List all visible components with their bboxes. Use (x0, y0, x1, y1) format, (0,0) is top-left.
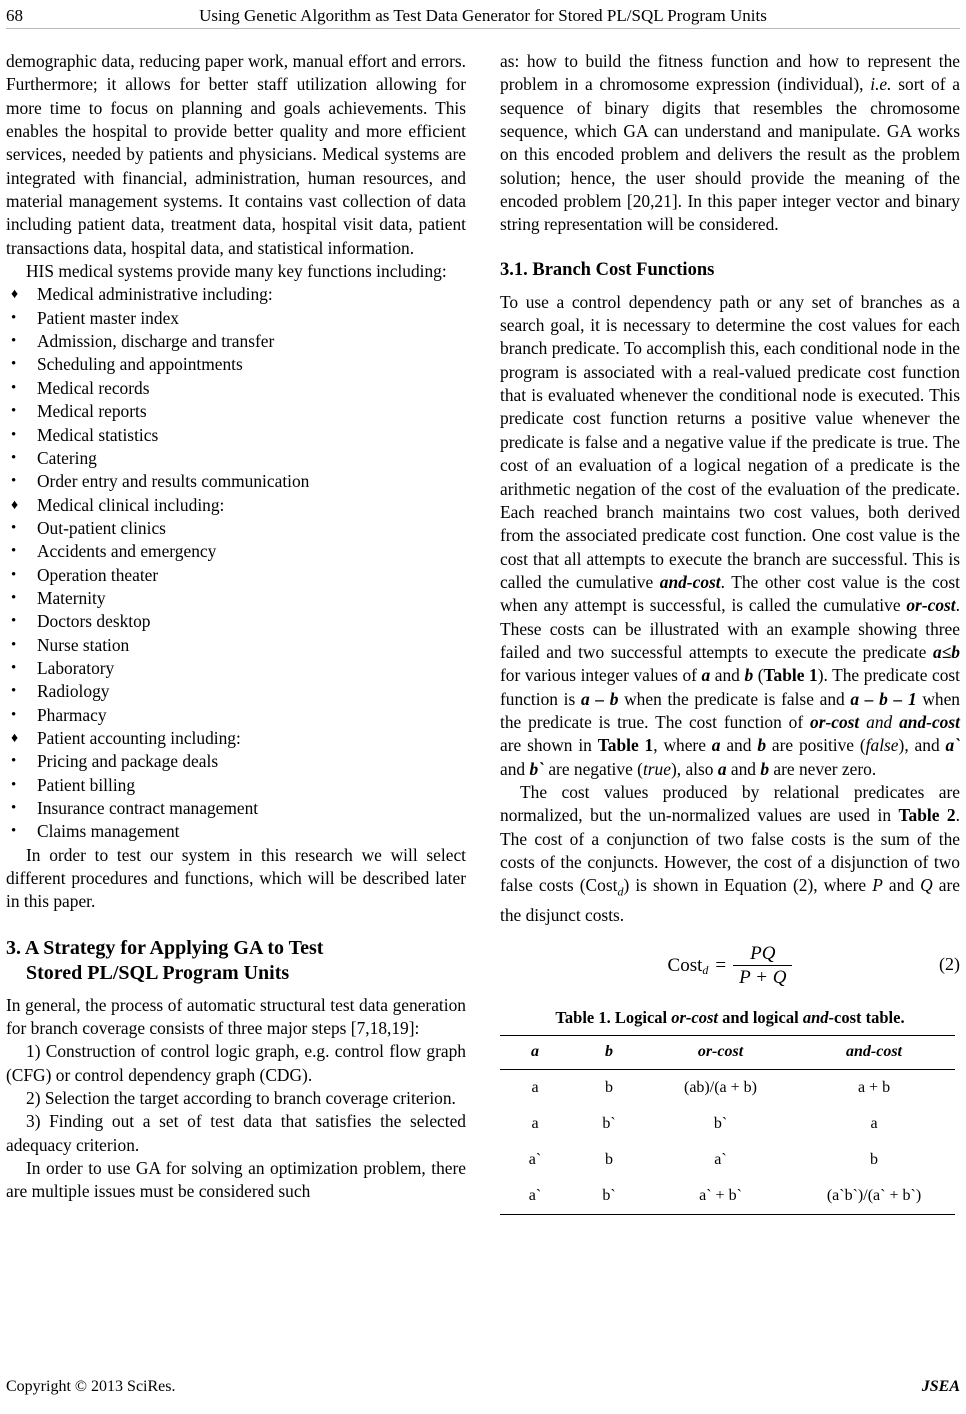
list-item (6, 470, 466, 493)
list-item-label: Doctors desktop (37, 611, 151, 632)
cell-or-cost: b` (713, 1114, 728, 1132)
equation-lhs-subscript: d (702, 962, 709, 977)
table-row (500, 1142, 955, 1178)
text-run: , where (653, 735, 712, 756)
predicate-var-a: a (701, 665, 711, 686)
table-header-row (500, 1035, 955, 1069)
column-header-b: b (570, 1035, 648, 1069)
cell-a: a (531, 1114, 539, 1132)
list-item-label: Medical reports (37, 401, 147, 422)
expression-a-minus-b: a – b (580, 688, 619, 709)
table1 (500, 1035, 955, 1215)
table-row (500, 1178, 955, 1215)
expression-a-minus-b-minus-1: a – b – 1 (850, 688, 917, 709)
table-row (500, 1069, 955, 1106)
list-item (6, 494, 466, 517)
list-item (6, 820, 466, 843)
list-item-label: Patient master index (37, 307, 179, 328)
list-item (6, 610, 466, 633)
text-run: as: how to build the fitness function and how to represent the problem in a chromosome expression (individual), (500, 51, 960, 95)
word-and: and (866, 711, 893, 732)
list-item-label: Scheduling and appointments (37, 354, 243, 375)
round-bullet-icon: • (11, 333, 17, 350)
list-item (6, 517, 466, 540)
round-bullet-icon: • (11, 800, 17, 816)
table1-head (500, 1035, 955, 1069)
paragraph-normalized-costs (500, 781, 960, 928)
cell-a: a` (500, 1178, 570, 1215)
predicate-var-b-prime: b` (529, 758, 544, 779)
cell-and-cost: a + b (857, 1078, 891, 1096)
list-item (6, 704, 466, 727)
table2-reference: Table 2 (898, 805, 956, 826)
round-bullet-icon: • (11, 309, 17, 326)
text-run: ). The predicate cost function is (500, 665, 960, 709)
list-item (6, 727, 466, 750)
list-item (6, 377, 466, 400)
paragraph-select-procedures: In order to test our system in this research we will select different procedures and functions, which will be described later in this paper. (6, 844, 466, 912)
list-item-label: Nurse station (37, 634, 130, 655)
list-item (6, 797, 466, 820)
predicate-var-a: a (717, 758, 727, 779)
list-item (6, 587, 466, 610)
cell-and-cost: (a`b`)/(a` + b`) (793, 1178, 955, 1215)
column-header-a: a (500, 1035, 570, 1069)
round-bullet-icon: • (11, 473, 17, 490)
caption-text: and logical (718, 1007, 803, 1027)
list-item (6, 283, 466, 306)
section-heading-line2: Stored PL/SQL Program Units (26, 961, 290, 984)
round-bullet-icon: • (11, 589, 17, 606)
text-run: and (710, 665, 745, 686)
text-run: The cost values produced by relational predicates are normalized, but the un-normalized values are used in (500, 781, 960, 826)
text-run: sort of a sequence of binary digits that resembles the chromosome sequence, which GA can understand and manipulate. GA works on this encoded problem and delivers the result as the problem solution; hence, the user should provide the meaning of the encoded problem [20,21]. In this paper integer vector and binary string representation will be considered. (500, 74, 960, 235)
page-body (6, 50, 960, 1340)
round-bullet-icon: • (11, 403, 17, 420)
page-footer (6, 1378, 960, 1400)
table1-body (500, 1069, 955, 1214)
journal-abbreviation: JSEA (921, 1378, 960, 1395)
running-head (6, 6, 960, 28)
fraction-numerator: PQ (750, 942, 776, 964)
text-run: when the predicate is false and (618, 688, 851, 709)
list-item-label: Insurance contract management (37, 798, 259, 818)
list-item-label: Operation theater (37, 564, 159, 585)
word-true: true (642, 758, 671, 779)
round-bullet-icon: • (11, 706, 17, 723)
text-run: and (500, 758, 530, 779)
list-item (6, 540, 466, 563)
list-item-label: Order entry and results communication (37, 471, 310, 492)
list-item-label: Catering (37, 447, 97, 468)
his-functions-list (6, 283, 466, 843)
table1-reference: Table 1 (597, 735, 654, 756)
equation-2 (500, 940, 960, 996)
round-bullet-icon: • (11, 776, 17, 793)
caption-text: Table 1. Logical (555, 1007, 672, 1027)
cost-subscript-d: d (617, 884, 624, 899)
round-bullet-icon: • (11, 519, 17, 536)
list-item-label: Medical records (37, 377, 150, 398)
running-title: Using Genetic Algorithm as Test Data Generator for Stored PL/SQL Program Units (199, 6, 767, 25)
list-item-label: Pricing and package deals (37, 751, 219, 772)
text-run: ) is shown in Equation (2), where (623, 875, 873, 896)
cell-or-cost: a` (714, 1150, 727, 1168)
list-item-label: Radiology (37, 681, 110, 702)
right-column (500, 50, 960, 1340)
round-bullet-icon: • (11, 379, 17, 396)
text-run: To use a control dependency path or any set of branches as a search goal, it is necessary to determine the cost values for each branch predicate. To accomplish this, each conditional node in the program is associated with a real-valued predicate cost function that is evaluated whenever the conditional node is executed. This predicate cost function returns a positive value whenever the predicate is false and a negative value if the predicate is true. The cost of an evaluation of a logical negation of a predicate is the arithmetic negation of the cost of the evaluation of the predicate. Each reached branch maintains two cost values, both derived from the associated predicate cost function. One cost value is the cost that all attempts to execute the branch are successful. This is called the cumulative (500, 291, 960, 592)
list-item (6, 657, 466, 680)
column-header-or-cost: or-cost (648, 1035, 793, 1069)
list-item-label: Maternity (37, 587, 106, 608)
paragraph-chromosome-representation (500, 50, 960, 237)
paragraph-ga-optimization: In order to use GA for solving an optimization problem, there are multiple issues must be considered such (6, 1158, 466, 1202)
list-item (6, 400, 466, 423)
table1-caption (500, 1008, 960, 1028)
list-item (6, 330, 466, 353)
text-run: . The cost of a conjunction of two false costs is the sum of the costs of the conjuncts. However, the cost of a disjunction of two false costs (Cost (500, 805, 960, 896)
text-run: are the disjunct costs. (500, 875, 960, 926)
cell-a: a (531, 1078, 539, 1096)
cell-b: b` (602, 1114, 616, 1132)
list-item-label: Medical administrative including: (37, 284, 273, 305)
step-2: 2) Selection the target according to branch coverage criterion. (26, 1088, 456, 1109)
list-item (6, 447, 466, 470)
cell-b: b (605, 1150, 613, 1168)
round-bullet-icon: • (11, 636, 17, 653)
page-number: 68 (6, 6, 23, 25)
variable-Q: Q (920, 875, 933, 896)
text-run: and (720, 735, 758, 756)
cell-b: b` (570, 1178, 648, 1215)
cell-and-cost: a (870, 1114, 878, 1132)
fraction-denominator: P + Q (733, 965, 792, 989)
predicate-var-b: b (760, 758, 770, 779)
round-bullet-icon: • (11, 823, 17, 840)
list-item-label: Claims management (37, 821, 180, 842)
paragraph-three-major-steps: In general, the process of automatic structural test data generation for branch coverage consists of three major steps [7,18,19]: (6, 994, 466, 1039)
text-run: are never zero. (769, 758, 877, 779)
paragraph-hospital-systems: demographic data, reducing paper work, manual effort and errors. Furthermore; it allows for better staff utilization allowing for more time to focus on planning and goals achievements. This enables the hospital to provide better quality and more efficient services, needed by patients and physicians. Medical systems are integrated with financial, administration, human resources, and material management systems. It contains vast collection of data including patient data, treatment data, hospital visit data, patient transactions data, hospital data, and statistical information. (6, 51, 466, 258)
list-item-label: Pharmacy (37, 704, 107, 725)
text-run: are shown in (500, 735, 598, 756)
equation-number: (2) (939, 953, 960, 974)
list-item (6, 307, 466, 330)
section-heading-line1: 3. A Strategy for Applying GA to Test (6, 936, 324, 959)
list-item (6, 634, 466, 657)
list-item (6, 424, 466, 447)
diamond-bullet-icon: ♦ (11, 287, 19, 303)
text-run: when the predicate is true. The cost function of (500, 688, 960, 732)
term-and-cost: and-cost (899, 711, 960, 732)
step-3: 3) Finding out a set of test data that satisfies the selected adequacy criterion. (6, 1111, 466, 1155)
text-run: and (882, 875, 921, 896)
text-run: ), also (670, 758, 718, 779)
list-item (6, 750, 466, 773)
table-row (500, 1106, 955, 1142)
list-item (6, 774, 466, 797)
round-bullet-icon: • (11, 449, 17, 466)
leq-operator: ≤ (941, 641, 952, 662)
text-run: . The other cost value is the cost when any attempt is successful, is called the cumulative (500, 571, 960, 616)
predicate-var-b: b (757, 735, 767, 756)
text-run: for various integer values of (500, 665, 702, 686)
list-item-label: Admission, discharge and transfer (37, 331, 275, 352)
list-item-label: Out-patient clinics (37, 517, 166, 538)
cell-a: a` (528, 1150, 542, 1168)
list-item (6, 353, 466, 376)
section-heading-3 (6, 936, 466, 986)
list-item-label: Patient billing (37, 774, 136, 795)
cell-or-cost: a` + b` (648, 1178, 793, 1215)
cell-and-cost: b (870, 1150, 878, 1168)
list-item-label: Medical statistics (37, 424, 159, 445)
copyright-notice: Copyright © 2013 SciRes. (6, 1378, 176, 1395)
cell-b: b (605, 1078, 613, 1096)
caption-text: -cost table. (828, 1007, 905, 1027)
equation-fraction (733, 944, 792, 989)
round-bullet-icon: • (11, 566, 17, 583)
header-divider (6, 28, 960, 29)
round-bullet-icon: • (11, 659, 17, 676)
predicate-var-a: a (711, 735, 721, 756)
caption-and: and (802, 1007, 829, 1027)
list-item (6, 564, 466, 587)
predicate-var-b: b (744, 665, 754, 686)
round-bullet-icon: • (11, 543, 17, 560)
left-column (6, 50, 466, 1340)
text-run: ), and (898, 735, 946, 756)
round-bullet-icon: • (11, 683, 17, 700)
text-run: are negative ( (543, 758, 643, 779)
text-run: . These costs can be illustrated with an example showing three failed and two successful attempts to execute the predicate (500, 595, 960, 662)
text-run: and (726, 758, 761, 779)
variable-P: P (872, 875, 883, 896)
term-or-cost: or-cost (906, 595, 956, 616)
list-item (6, 680, 466, 703)
table1-reference: Table 1 (763, 665, 818, 686)
term-and-cost: and-cost (659, 571, 721, 592)
paragraph-his-key-functions: HIS medical systems provide many key functions including: (26, 261, 447, 282)
term-or-cost: or-cost (810, 711, 860, 732)
predicate-var-a-prime: a` (945, 735, 960, 756)
round-bullet-icon: • (11, 356, 17, 373)
caption-or-cost: or-cost (671, 1007, 718, 1027)
column-header-and-cost: and-cost (793, 1035, 955, 1069)
predicate-var-a: a (933, 641, 942, 662)
list-item-label: Accidents and emergency (37, 541, 217, 562)
list-item-label: Laboratory (37, 657, 115, 678)
equation-body (500, 944, 960, 989)
diamond-bullet-icon: ♦ (11, 730, 19, 746)
cell-or-cost: (ab)/(a + b) (684, 1078, 757, 1096)
equation-operator: = (715, 955, 727, 976)
paragraph-branch-cost: To use a control dependency path or any set of branches as a search goal, it is necessary to determine the cost values for each branch predicate. To accomplish this, each conditional node in the program is associated with a real-valued predicate cost function that is evaluated whenever the conditional node is executed. This predicate cost function returns a positive value whenever the predicate is false and a negative value if the predicate is true. The cost of an evaluation of a logical negation of a predicate is the arithmetic negation of the cost of the evaluation of the predicate. Each reached branch maintains two cost values, both derived from the associated predicate cost function. One cost value is the cost that all attempts to execute the branch are successful. This is called the cumulative and-cost. The other cost value is the cost when any attempt is successful, is called the cumulative or-cost. These costs can be illustrated with an example showing three failed and two successful attempts to execute the predicate a≤b for various integer values of a and b (Table 1). The predicate cost function is a – b when the predicate is false and a – b – 1 when the predicate is true. The cost function of or-cost and and-cost are shown in Table 1, where a and b are positive (false), and a` and b` are negative (true), also a and b are never zero. (500, 291, 960, 779)
subsection-heading-3-1: 3.1. Branch Cost Functions (500, 259, 715, 280)
round-bullet-icon: • (11, 426, 17, 443)
equation-lhs: Cost (667, 955, 703, 976)
round-bullet-icon: • (11, 613, 17, 630)
ie-abbreviation: i.e. (870, 74, 892, 95)
round-bullet-icon: • (11, 753, 17, 770)
list-item-label: Patient accounting including: (37, 727, 241, 748)
list-item-label: Medical clinical including: (37, 494, 225, 515)
word-false: false (865, 735, 899, 756)
step-1: 1) Construction of control logic graph, e.g. control flow graph (CFG) or control dependency graph (CDG). (6, 1041, 466, 1085)
predicate-var-b: b (951, 641, 960, 662)
diamond-bullet-icon: ♦ (11, 497, 19, 513)
text-run: are positive ( (766, 735, 866, 756)
